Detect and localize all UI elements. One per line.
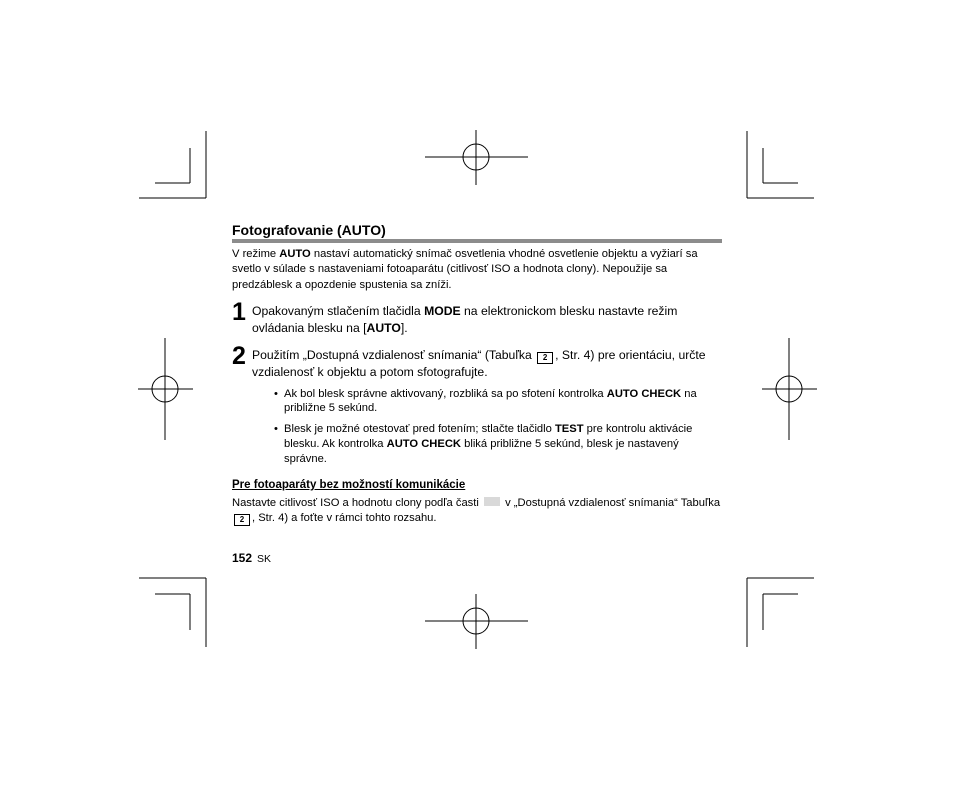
step-number: 2 [232,341,246,370]
para-text: Nastavte citlivosť ISO a hodnotu clony podľa časti [232,496,482,509]
step-text-part: ]. [400,321,408,336]
intro-text: V režime [232,248,280,260]
subsection-heading: Pre fotoaparáty bez možností komunikácie [232,478,466,491]
auto-check-label: AUTO CHECK [386,438,461,450]
step-1 [232,298,722,337]
step-text-part: Opakovaným stlačením tlačidla [252,304,425,319]
auto-mode-label: AUTO [366,321,401,336]
section-title: Fotografovanie (AUTO) [232,222,722,243]
table-ref-icon: 2 [537,352,553,364]
step-2-notes [272,387,722,467]
registration-mark-left [138,338,193,440]
page-number: 152 [232,551,253,565]
step-text-part: na elektronickom blesku nastavte režim ovládania blesku na [ [252,304,678,336]
step-2 [232,341,722,467]
auto-check-label: AUTO CHECK [606,387,682,400]
step-text [252,347,722,381]
page-footer [232,551,271,566]
registration-mark-right [762,338,817,440]
note-text: pre kontrolu aktivácie blesku. Ak kontrolka [284,423,693,450]
step-text [252,303,722,337]
registration-mark-bottom [425,594,528,649]
language-code: SK [257,553,272,565]
subsection-paragraph [232,496,722,527]
para-text: v „Dostupná vzdialenosť snímania“ Tabuľka [501,496,721,509]
range-swatch-icon [484,497,500,506]
para-text: , Str. 4) a foťte v rámci tohto rozsahu. [252,512,437,524]
step-text-part: , Str. 4) pre orientáciu, určte vzdialenosť k objektu a potom sfotografujte. [252,347,706,379]
list-item [272,387,722,417]
registration-mark-top [425,130,528,185]
intro-paragraph [232,247,722,293]
step-text-part: Použitím „Dostupná vzdialenosť snímania“ (Tabuľka [252,347,536,362]
intro-mode-auto: AUTO [279,248,311,260]
note-text: bliká približne 5 sekúnd, blesk je nastavený správne. [284,438,679,465]
table-ref-icon: 2 [234,514,250,526]
mode-button-label: MODE [424,304,461,319]
page-content [232,222,722,526]
test-button-label: TEST [554,423,584,436]
note-text: Ak bol blesk správne aktivovaný, rozbliká sa po sfotení kontrolka [284,387,607,400]
intro-text: nastaví automatický snímač osvetlenia vhodné osvetlenie objektu a vyžiarí sa svetlo v súlade s nastaveniami fotoaparátu (citlivosť ISO a hodnota clony). Nepoužije sa predzáblesk a opozdenie spustenia sa zníži. [232,248,698,291]
bullet-icon: • [274,387,278,400]
note-text: na približne 5 sekúnd. [284,387,697,415]
note-text: Blesk je možné otestovať pred fotením; stlačte tlačidlo [284,423,555,436]
bullet-icon: • [274,423,278,436]
list-item [272,422,722,466]
step-number: 1 [232,298,246,327]
